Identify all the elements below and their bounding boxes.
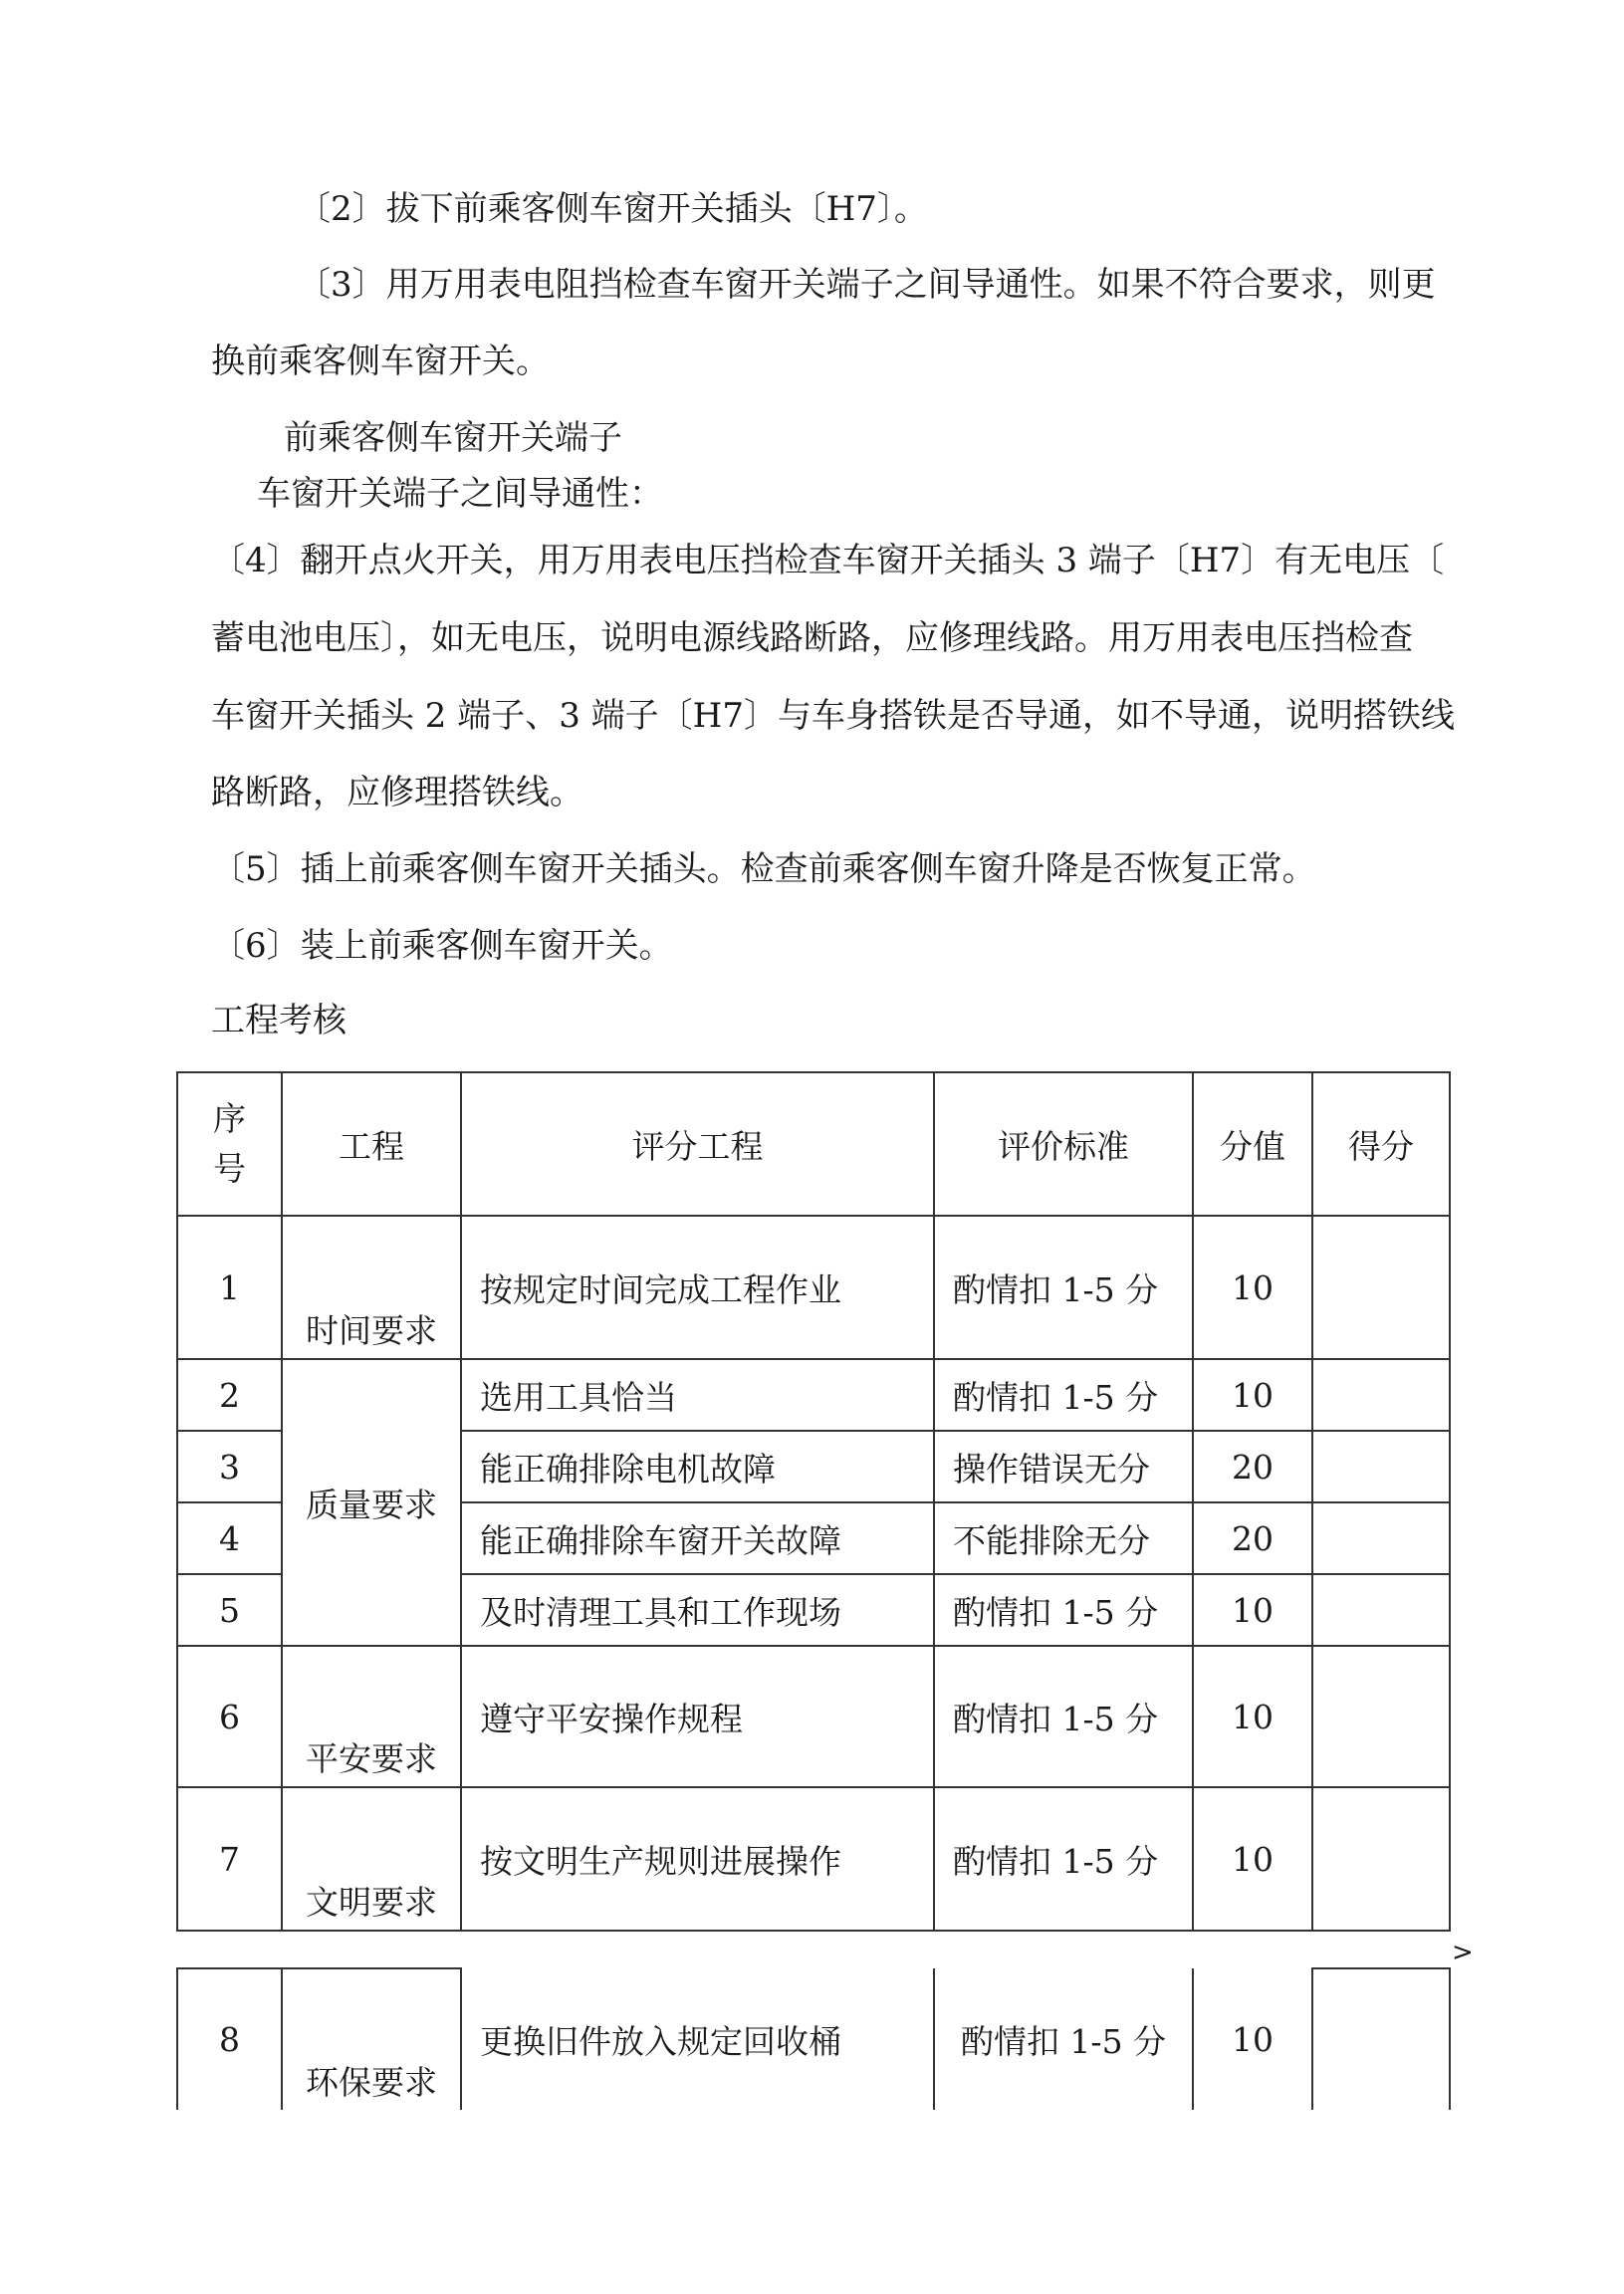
row-score [1312, 1574, 1450, 1646]
row-criteria: 酌情扣 1-5 分 [934, 1359, 1193, 1431]
row-scoring-item: 及时清理工具和工作现场 [461, 1574, 934, 1646]
header-criteria: 评价标准 [934, 1072, 1193, 1216]
table-row [177, 1787, 1450, 1931]
row-seq: 2 [177, 1359, 282, 1431]
row-score [1312, 1787, 1450, 1931]
row-item: 文明要求 [282, 1787, 461, 1931]
row-seq: 8 [177, 1968, 282, 2110]
figure-caption-continuity: 车窗开关端子之间导通性： [257, 474, 663, 514]
row-points: 10 [1193, 1968, 1312, 2110]
row-scoring-item: 按规定时间完成工程作业 [461, 1216, 934, 1359]
section-title: 工程考核 [211, 1001, 347, 1040]
row-seq: 3 [177, 1431, 282, 1502]
paragraph-step-5: 〔5〕插上前乘客侧车窗开关插头。检查前乘客侧车窗升降是否恢复正常。 [211, 849, 1316, 889]
continue-mark: > [1452, 1938, 1474, 1967]
table-row [177, 1646, 1450, 1787]
row-scoring-item: 更换旧件放入规定回收桶 [461, 1968, 934, 2110]
header-seq-line-1: 序 [213, 1099, 246, 1138]
paragraph-step-3-line-2: 换前乘客侧车窗开关。 [211, 342, 550, 381]
row-seq: 6 [177, 1646, 282, 1787]
row-criteria: 酌情扣 1-5 分 [934, 1968, 1193, 2110]
row-score [1312, 1431, 1450, 1502]
header-seq-line-2: 号 [213, 1149, 246, 1188]
row-points: 10 [1193, 1359, 1312, 1431]
row-scoring-item: 能正确排除车窗开关故障 [461, 1502, 934, 1574]
row-scoring-item: 能正确排除电机故障 [461, 1431, 934, 1502]
table-header-row [177, 1072, 1450, 1216]
row-scoring-item: 遵守平安操作规程 [461, 1646, 934, 1787]
row-points: 10 [1193, 1646, 1312, 1787]
paragraph-step-6: 〔6〕装上前乘客侧车窗开关。 [211, 926, 673, 966]
row-score [1312, 1968, 1450, 2110]
row-score [1312, 1216, 1450, 1359]
header-score: 得分 [1312, 1072, 1450, 1216]
row-criteria: 酌情扣 1-5 分 [934, 1646, 1193, 1787]
row-seq: 4 [177, 1502, 282, 1574]
row-points: 20 [1193, 1431, 1312, 1502]
paragraph-step-2: 〔2〕拔下前乘客侧车窗开关插头〔H7〕。 [297, 189, 928, 229]
row-item: 平安要求 [282, 1646, 461, 1787]
header-points: 分值 [1193, 1072, 1312, 1216]
row-criteria: 酌情扣 1-5 分 [934, 1574, 1193, 1646]
paragraph-step-4-line-4: 路断路，应修理搭铁线。 [211, 773, 583, 812]
row-seq: 1 [177, 1216, 282, 1359]
header-seq [177, 1072, 282, 1216]
row-score [1312, 1646, 1450, 1787]
table-row [177, 1216, 1450, 1359]
figure-caption-terminals: 前乘客侧车窗开关端子 [284, 418, 622, 458]
assessment-table-continued [176, 1967, 1451, 2110]
table-row [177, 1359, 1450, 1431]
row-score [1312, 1359, 1450, 1431]
row-score [1312, 1502, 1450, 1574]
row-points: 10 [1193, 1787, 1312, 1931]
row-criteria: 不能排除无分 [934, 1502, 1193, 1574]
paragraph-step-4-line-2: 蓄电池电压〕，如无电压，说明电源线路断路，应修理线路。用万用表电压挡检查 [211, 618, 1413, 658]
table-row [177, 1968, 1450, 2110]
paragraph-step-4-line-1: 〔4〕翻开点火开关，用万用表电压挡检查车窗开关插头 3 端子〔H7〕有无电压〔 [211, 541, 1445, 580]
row-seq: 7 [177, 1787, 282, 1931]
header-item: 工程 [282, 1072, 461, 1216]
row-scoring-item: 选用工具恰当 [461, 1359, 934, 1431]
assessment-table [176, 1071, 1451, 1932]
row-criteria: 操作错误无分 [934, 1431, 1193, 1502]
row-seq: 5 [177, 1574, 282, 1646]
row-criteria: 酌情扣 1-5 分 [934, 1216, 1193, 1359]
row-scoring-item: 按文明生产规则进展操作 [461, 1787, 934, 1931]
header-scoring-item: 评分工程 [461, 1072, 934, 1216]
row-points: 10 [1193, 1574, 1312, 1646]
row-points: 20 [1193, 1502, 1312, 1574]
row-item: 时间要求 [282, 1216, 461, 1359]
row-points: 10 [1193, 1216, 1312, 1359]
paragraph-step-3-line-1: 〔3〕用万用表电阻挡检查车窗开关端子之间导通性。如果不符合要求，则更 [297, 265, 1436, 305]
paragraph-step-4-line-3: 车窗开关插头 2 端子、3 端子〔H7〕与车身搭铁是否导通，如不导通，说明搭铁线 [211, 696, 1455, 736]
row-item-merged: 质量要求 [282, 1359, 461, 1646]
row-criteria: 酌情扣 1-5 分 [934, 1787, 1193, 1931]
row-item: 环保要求 [282, 1968, 461, 2110]
